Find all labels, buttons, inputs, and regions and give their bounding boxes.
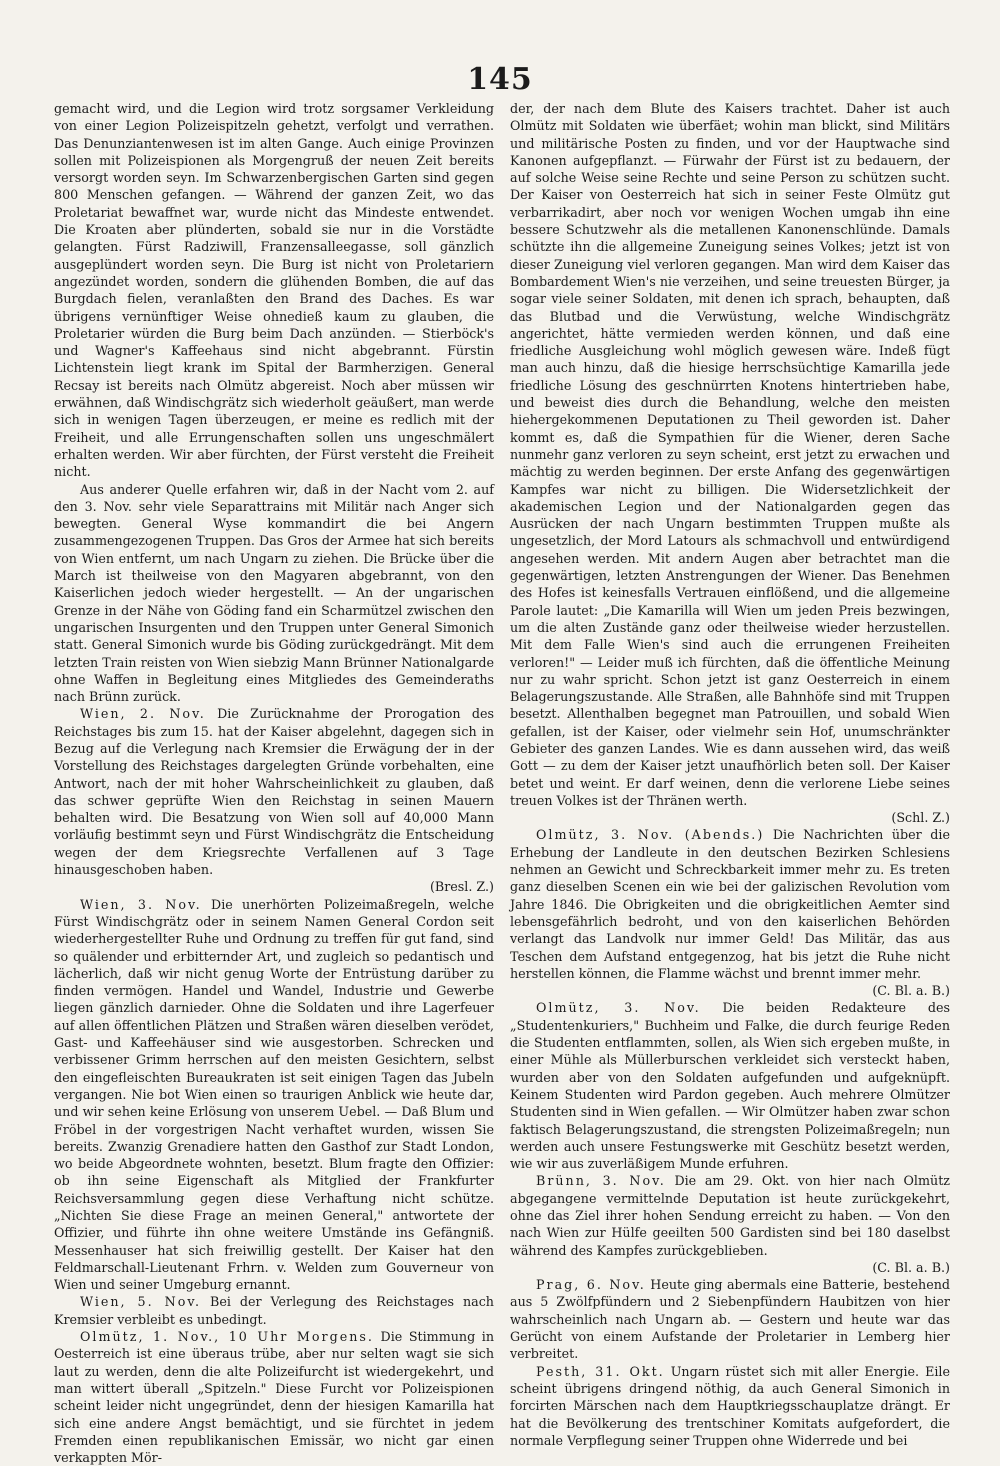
paragraph-text: Heute ging abermals eine Batterie, bestehend aus 5 Zwölfpfündern und 2 Siebenpfündern Haubitzen von hier wahrscheinlich nach Ungarn ab. — Gestern und heute war das Gerücht von einem Aufstande der Proletarier in Lemberg hier verbreitet. <box>510 1277 950 1362</box>
article-paragraph <box>54 481 494 706</box>
source-credit: (Bresl. Z.) <box>429 879 494 895</box>
paragraph-text: Ungarn rüstet sich mit aller Energie. Eile scheint übrigens dringend nöthig, da auch General Simonich in forcirten Märschen nach dem Hauptkriegsschauplatze drängt. Er hat die Bevölkerung des trentschiner Komitats aufgefordert, die normale Verpflegung seiner Truppen ohne Widerrede und bei <box>510 1363 950 1448</box>
paragraph-text: Die Zurücknahme der Prorogation des Reichstages bis zum 15. hat der Kaiser abgelehnt, dagegen sich in Bezug auf die Verlegung nach Kremsier die Erwägung der in der Vorstellung des Reichstages dargelegten Gründe vorbehalten, eine Antwort, nach der mit hoher Wahrscheinlichkeit zu glauben, daß das schwer geprüfte Wien den Reichstag in seinen Mauern behalten wird. Die Besatzung von Wien soll auf 40,000 Mann vorläufig bestimmt seyn und Fürst Windischgrätz die Entscheidung wegen der dem Kriegsrechte Verfallenen auf 3 Tage hinausgeschoben haben. <box>54 706 494 878</box>
article-paragraph <box>54 896 494 1294</box>
article-paragraph <box>54 1293 494 1328</box>
paragraph-text: Die Stimmung in Oesterreich ist eine überaus trübe, aber nur selten wagt sie sich laut zu werden, denn die alte Polizeifurcht ist wiedergekehrt, und man wittert überall „Spitzeln." Diese Furcht vor Polizeispionen scheint leider nicht ungegründet, denn der hiesigen Kamarilla hat sich eine andere Angst bemächtigt, und sie fürchtet in jedem Fremden einen republikanischen Emissär, wo nicht gar einen verkappten Mör- <box>54 1329 494 1466</box>
dateline: Olmütz, 1. Nov., 10 Uhr Morgens. <box>80 1329 374 1345</box>
left-column <box>54 100 494 1466</box>
paragraph-text: der, der nach dem Blute des Kaisers trachtet. Daher ist auch Olmütz mit Soldaten wie überfäet; wohin man blickt, sind Militärs und militärische Posten zu finden, und vor der Hauptwache sind Kanonen aufgepflanzt. — Fürwahr der Fürst ist zu bedauern, der auf solche Weise seine Rechte und seine Person zu schützen sucht. Der Kaiser von Oesterreich hat sich in seiner Feste Olmütz gut verbarrikadirt, aber noch vor wenigen Wochen umgab ihn eine bessere Schutzwehr als die metallenen Kanonenschlünde. Damals schützte ihn die allgemeine Zuneigung seines Volkes; jetzt ist von dieser Zuneigung viel verloren gegangen. Man wird dem Kaiser das Bombardement Wien's nie verzeihen, und seine treuesten Bürger, ja sogar viele seiner Soldaten, mit denen ich sprach, behaupten, daß das Blutbad und die Verwüstung, welche Windischgrätz angerichtet, hätte vermieden werden können, und daß eine friedliche Ausgleichung wohl möglich gewesen wäre. Indeß fügt man auch hinzu, daß die hiesige herrschsüchtige Kamarilla jede friedliche Lösung des geschnürrten Knotens hintertrieben habe, und beweist dies durch die Behandlung, welche den meisten hiehergekommenen Deputationen zu Theil geworden ist. Daher kommt es, daß die Sympathien für die Wiener, deren Sache nunmehr ganz verloren zu seyn scheint, erst jetzt zu erwachen und mächtig zu werden beginnen. Der erste Anfang des gegenwärtigen Kampfes war nicht zu billigen. Die Widersetzlichkeit der akademischen Legion und der Nationalgarden gegen das Ausrücken der nach Ungarn bestimmten Truppen mußte als ungesetzlich, der Mord Latours als schmachvoll und entwürdigend angesehen werden. Mit andern Augen aber betrachtet man die gegenwärtigen, letzten Anstrengungen der Wiener. Das Benehmen des Hofes ist keinesfalls Vertrauen einflößend, und die allgemeine Parole lautet: „Die Kamarilla will Wien um jeden Preis bezwingen, um die alten Zustände ganz oder theilweise wieder herzustellen. Mit dem Falle Wien's sind auch die errungenen Freiheiten verloren!" — Leider muß ich fürchten, daß die öffentliche Meinung nur zu wahr spricht. Schon jetzt ist ganz Oesterreich in einem Belagerungszustande. Alle Straßen, alle Bahnhöfe sind mit Truppen besetzt. Allenthalben begegnet man Patrouillen, und sobald Wien gefallen, ist der Kaiser, oder vielmehr sein Hof, unumschränkter Gebieter des ganzen Landes. Wie es dann aussehen wird, das weiß Gott — zu dem der Kaiser jetzt unaufhörlich beten soll. Der Kaiser betet und weint. Er darf weinen, denn die verlorene Liebe seines treuen Volkes ist der Thränen werth. <box>510 101 950 808</box>
dateline: Wien, 5. Nov. <box>80 1294 202 1310</box>
article-paragraph <box>510 100 950 826</box>
dateline: Prag, 6. Nov. <box>536 1277 646 1293</box>
article-paragraph <box>510 1276 950 1362</box>
dateline: Olmütz, 3. Nov. <box>536 1000 701 1016</box>
article-paragraph <box>54 1328 494 1466</box>
paragraph-text: gemacht wird, und die Legion wird trotz sorgsamer Verkleidung von einer Legion Polizeispitzeln gehetzt, verfolgt und verrathen. Das Denunziantenwesen ist im alten Gange. Auch einige Provinzen sollen mit Polizeispionen als Morgengruß der neuen Zeit bereits versorgt worden seyn. Im Schwarzenbergischen Garten sind gegen 800 Menschen gefangen. — Während der ganzen Zeit, wo das Proletariat bewaffnet war, wurde nicht das Mindeste entwendet. Die Kroaten aber plünderten, sobald sie nur in die Vorstädte gelangten. Fürst Radziwill, Franzensalleegasse, soll gänzlich ausgeplündert worden seyn. Die Burg ist nicht von Proletariern angezündet worden, sondern die glühenden Bomben, die auf das Burgdach fielen, veranlaßten den Brand des Daches. Es war übrigens vernünftiger Weise ohnedieß kaum zu glauben, die Proletarier würden die Burg beim Dach anzünden. — Stierböck's und Wagner's Kaffeehaus sind nicht abgebrannt. Fürstin Lichtenstein liegt krank im Spital der Barmherzigen. General Recsay ist bereits nach Olmütz abgereist. Noch aber müssen wir erwähnen, daß Windischgrätz sich wiederholt geäußert, man werde sich in wenigen Tagen überzeugen, er meine es redlich mit der Freiheit, und alle Errungenschaften sollen uns ungeschmälert erhalten werden. Wir aber fürchten, der Fürst versteht die Freiheit nicht. <box>54 101 494 480</box>
paragraph-text: Die Nachrichten über die Erhebung der Landleute in den deutschen Bezirken Schlesiens nehmen an Gewicht und Schreckbarkeit immer mehr zu. Es treten ganz dieselben Scenen ein wie bei der galizischen Revolution vom Jahre 1846. Die Obrigkeiten und die obrigkeitlichen Aemter sind lebensgefährlich bedroht, und von den kaiserlichen Behörden verlangt das Landvolk nur immer Geld! Das Militär, das aus Teschen dem Aufstand entgegenzog, hat bis jetzt die Ruhe nicht herstellen können, die Flamme wächst und brennt immer mehr. <box>510 827 950 981</box>
article-paragraph <box>54 100 494 481</box>
article-paragraph <box>510 826 950 999</box>
page-number: 145 <box>467 62 533 97</box>
dateline: Wien, 3. Nov. <box>80 896 202 912</box>
paragraph-text: Die unerhörten Polizeimaßregeln, welche Fürst Windischgrätz oder in seinem Namen General Cordon seit wiederhergestellter Ruhe und Ordnung zu treffen für gut fand, sind so quälender und erbitternder Art, und zugleich so pedantisch und lächerlich, daß wir nicht genug Worte der Entrüstung darüber zu finden vermögen. Handel und Wandel, Industrie und Gewerbe liegen gänzlich darnieder. Ohne die Soldaten und ihre Lagerfeuer auf allen öffentlichen Plätzen und Straßen wären dieselben verödet, Gast- und Kaffeehäuser sind wie ausgestorben. Schrecken und verbissener Grimm herrschen auf den meisten Gesichtern, selbst den eingefleischten Bureaukraten ist seit einigen Tagen das Jubeln vergangen. Nie bot Wien einen so traurigen Anblick wie heute dar, und wir sehen keine Erlösung von unserem Uebel. — Daß Blum und Fröbel in der vorgestrigen Nacht verhaftet wurden, wissen Sie bereits. Zwanzig Grenadiere hatten den Gasthof zur Stadt London, wo beide Abgeordnete wohnten, besetzt. Blum fragte den Offizier: ob ihn seine Eigenschaft als Mitglied der Frankfurter Reichsversammlung gegen diese Verhaftung nicht schütze. „Nichten Sie diese Frage an meinen General," antwortete der Offizier, und führte ihn ohne weitere Umstände ins Gefängniß. Messenhauser hat sich freiwillig gestellt. Der Kaiser hat den Feldmarschall-Lieutenant Frhrn. v. Welden zum Gouverneur von Wien und seiner Umgeburg ernannt. <box>54 896 494 1293</box>
source-credit: (C. Bl. a. B.) <box>872 983 950 999</box>
article-paragraph <box>510 999 950 1172</box>
article-paragraph <box>510 1172 950 1276</box>
dateline: Olmütz, 3. Nov. (Abends.) <box>536 827 765 843</box>
right-column <box>510 100 950 1449</box>
source-credit: (Schl. Z.) <box>891 810 950 826</box>
dateline: Pesth, 31. Okt. <box>536 1363 665 1379</box>
paragraph-text: Die beiden Redakteure des „Studentenkuriers," Buchheim und Falke, die durch feurige Reden die Studenten entflammten, sollen, als Wien sich ergeben mußte, in einer Mühle als Müllerburschen verkleidet sich versteckt haben, wurden aber von den Soldaten aufgefunden und aufgeknüpft. Keinem Studenten wird Pardon gegeben. Auch mehrere Olmützer Studenten sind in Wien gefallen. — Wir Olmützer haben zwar schon faktisch Belagerungszustand, die strengsten Polizeimaßregeln; nun werden auch unsere Festungswerke mit Geschütz besetzt werden, wie wir aus zuverläßigem Munde erfuhren. <box>510 1000 950 1172</box>
paragraph-text: Aus anderer Quelle erfahren wir, daß in der Nacht vom 2. auf den 3. Nov. sehr viele Separattrains mit Militär nach Anger sich bewegten. General Wyse kommandirt die bei Angern zusammengezogenen Truppen. Das Gros der Armee hat sich bereits von Wien entfernt, um nach Ungarn zu ziehen. Die Brücke über die March ist theilweise von den Magyaren abgebrannt, von den Kaiserlichen jedoch wieder hergestellt. — An der ungarischen Grenze in der Nähe von Göding fand ein Scharmützel zwischen den ungarischen Insurgenten und den Truppen unter General Simonich statt. General Simonich wurde bis Göding zurückgedrängt. Mit dem letzten Train reisten von Wien siebzig Mann Brünner Nationalgarde ohne Waffen in Begleitung eines Mitgliedes des Gemeinderaths nach Brünn zurück. <box>54 481 494 705</box>
dateline: Brünn, 3. Nov. <box>536 1173 666 1189</box>
article-paragraph <box>510 1363 950 1449</box>
article-paragraph <box>54 705 494 895</box>
dateline: Wien, 2. Nov. <box>80 706 206 722</box>
paragraph-text: Bei der Verlegung des Reichstages nach Kremsier verbleibt es unbedingt. <box>54 1294 494 1327</box>
paragraph-text: Die am 29. Okt. von hier nach Olmütz abgegangene vermittelnde Deputation ist heute zurückgekehrt, ohne das Ziel ihrer hohen Sendung erreicht zu haben. — Von den nach Wien zur Hülfe geeilten 500 Gardisten sind bei 180 daselbst während des Kampfes zurückgeblieben. <box>510 1173 950 1258</box>
source-credit: (C. Bl. a. B.) <box>872 1259 950 1275</box>
